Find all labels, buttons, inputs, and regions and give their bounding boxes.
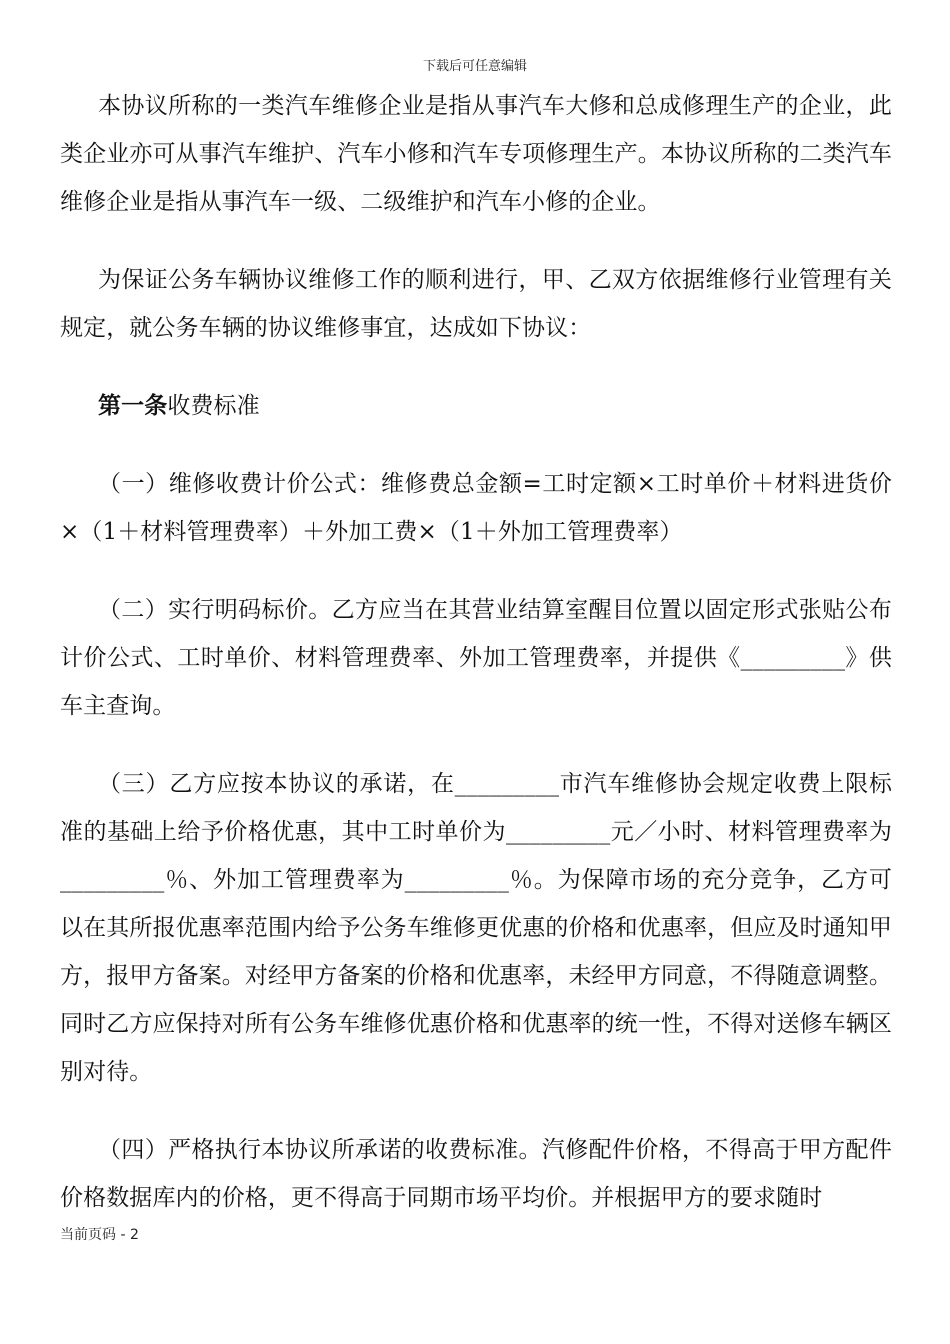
- document-body: [60, 82, 892, 1252]
- page-header: 下载后可任意编辑: [422, 59, 527, 74]
- clause-1-pricing-formula: （一）维修收费计价公式：维修费总金额=工时定额×工时单价＋材料进货价×（1＋材料管理费率）＋外加工费×（1＋外加工管理费率）: [60, 471, 892, 545]
- article-number: 第一条: [98, 393, 168, 419]
- page-footer: 当前页码 - 2: [60, 1227, 139, 1243]
- clause-3-discounts: （三）乙方应按本协议的承诺，在_________市汽车维修协会规定收费上限标准的基础上给予价格优惠，其中工时单价为_________元／小时、材料管理费率为_________％、外加工管理费率为_________％。为保障市场的充分竞争，乙方可以在其所报优惠率范围内给予公务车维修更优惠的价格和优惠率，但应及时通知甲方，报甲方备案。对经甲方备案的价格和优惠率，未经甲方同意，不得随意调整。同时乙方应保持对所有公务车维修优惠价格和优惠率的统一性，不得对送修车辆区别对待。: [60, 771, 892, 1085]
- article-heading: [60, 382, 892, 430]
- clause-2-price-display: （二）实行明码标价。乙方应当在其营业结算室醒目位置以固定形式张贴公布计价公式、工时单价、材料管理费率、外加工管理费率，并提供《_________》供车主查询。: [60, 597, 892, 719]
- paragraph-purpose: 为保证公务车辆协议维修工作的顺利进行，甲、乙双方依据维修行业管理有关规定，就公务车辆的协议维修事宜，达成如下协议：: [60, 267, 892, 341]
- paragraph-definitions: 本协议所称的一类汽车维修企业是指从事汽车大修和总成修理生产的企业，此类企业亦可从事汽车维护、汽车小修和汽车专项修理生产。本协议所称的二类汽车维修企业是指从事汽车一级、二级维护和汽车小修的企业。: [60, 93, 892, 215]
- clause-4-fee-compliance: （四）严格执行本协议所承诺的收费标准。汽修配件价格，不得高于甲方配件价格数据库内的价格，更不得高于同期市场平均价。并根据甲方的要求随时: [60, 1137, 892, 1211]
- article-title: 收费标准: [167, 393, 260, 419]
